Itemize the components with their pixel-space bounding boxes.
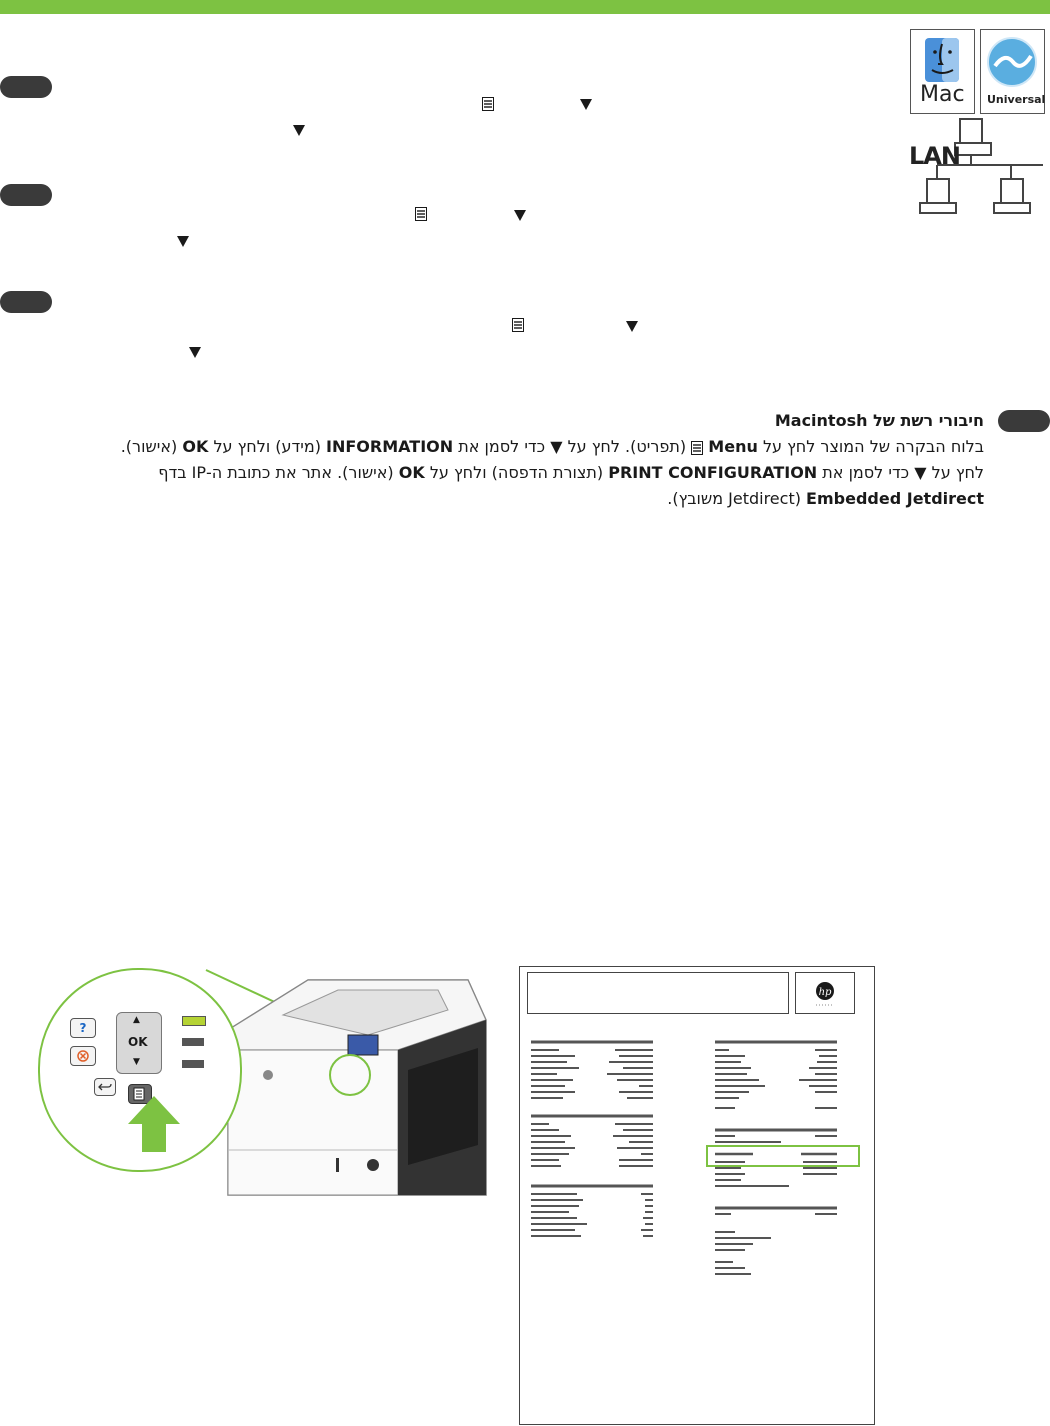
top-color-bar <box>0 0 1050 14</box>
ok-term: OK <box>182 437 209 456</box>
ip-address-highlight <box>706 1145 860 1167</box>
stop-button[interactable] <box>70 1046 96 1066</box>
down-arrow-icon <box>626 321 638 332</box>
menu-icon <box>482 97 494 111</box>
menu-icon <box>512 318 524 332</box>
hebrew-instructions <box>84 408 984 512</box>
down-arrow-icon <box>580 99 592 110</box>
instruction-line-1: בלוח הבקרה של המוצר לחץ על Menu (תפריט). לחץ על ▼ כדי לסמן את INFORMATION (מידע) ולחץ על OK (אישור). <box>120 437 984 456</box>
ready-light <box>182 1016 206 1026</box>
down-arrow-icon <box>177 236 189 247</box>
menu-icon <box>415 207 427 221</box>
embedded-jetdirect-term: Embedded Jetdirect <box>806 489 984 508</box>
language-pill-hebrew <box>998 410 1050 432</box>
language-pill-1 <box>0 76 52 98</box>
svg-text:hp: hp <box>818 987 832 998</box>
universal-binary-icon <box>980 29 1045 114</box>
menu-term: Menu <box>708 437 758 456</box>
back-arrow-icon <box>95 1079 115 1095</box>
mac-finder-icon <box>910 29 975 114</box>
down-arrow-icon[interactable]: ▼ <box>133 1057 140 1067</box>
print-configuration-term: PRINT CONFIGURATION <box>608 463 818 482</box>
config-page-text-lines <box>519 966 875 1286</box>
ok-term: OK <box>398 463 425 482</box>
menu-icon <box>691 441 703 455</box>
language-pill-2 <box>0 184 52 206</box>
information-term: INFORMATION <box>326 437 454 456</box>
back-button[interactable] <box>94 1078 116 1096</box>
language-pill-3 <box>0 291 52 313</box>
up-arrow-icon[interactable]: ▲ <box>133 1015 140 1025</box>
section-title: חיבורי רשת של Macintosh <box>774 411 984 430</box>
data-light <box>182 1038 204 1046</box>
stop-icon <box>71 1047 95 1065</box>
down-arrow-icon <box>189 347 201 358</box>
down-arrow-icon <box>293 125 305 136</box>
help-button[interactable]: ? <box>70 1018 96 1038</box>
down-arrow-icon <box>514 210 526 221</box>
instruction-line-3: Embedded Jetdirect (Jetdirect משובץ). <box>667 489 984 508</box>
attention-light <box>182 1060 204 1068</box>
navigation-pad <box>116 1012 162 1074</box>
down-arrow-icon: ▼ <box>550 437 563 456</box>
universal-label: Universal <box>987 93 1046 106</box>
green-pointer-arrow <box>124 1094 184 1154</box>
lan-label: LAN <box>909 142 960 170</box>
down-arrow-icon: ▼ <box>914 463 927 482</box>
ok-button[interactable]: OK <box>128 1035 148 1049</box>
instruction-line-2: לחץ על ▼ כדי לסמן את PRINT CONFIGURATION (תצורת הדפסה) ולחץ על OK (אישור). אתר את כתובת ה-IP בדף <box>158 463 984 482</box>
mac-label: Mac <box>920 82 965 107</box>
